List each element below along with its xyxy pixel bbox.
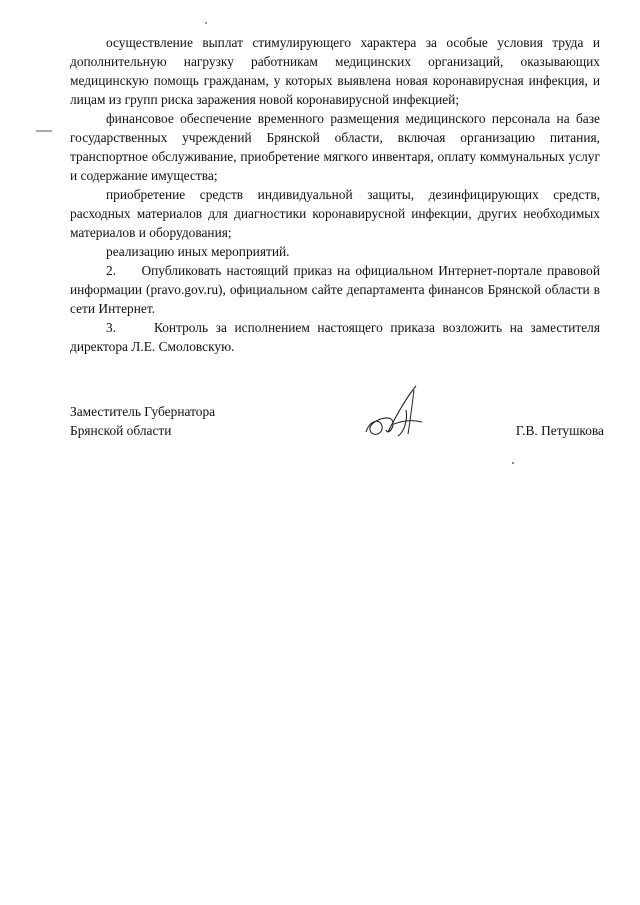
paragraph-staff-accommodation: финансовое обеспечение временного размещения медицинского персонала на базе государственных учреждений Брянской области, включая организацию питания, транспортное обслуживание, приобретение мягкого инвентаря, оплату коммунальных услуг и содержание имущества; [70, 111, 600, 183]
paragraph-item-3-control: 3. Контроль за исполнением настоящего приказа возложить на заместителя директора Л.Е. Смоловскую. [70, 320, 600, 354]
signature-block [70, 402, 604, 442]
paragraph-bonus-payments: осуществление выплат стимулирующего характера за особые условия труда и дополнительную нагрузку работникам медицинских организаций, оказывающих медицинскую помощь гражданам, у которых выявлена новая коронавирусная инфекция, и лицам из групп риска заражения новой коронавирусной инфекцией; [70, 35, 600, 107]
signatory-name: Г.В. Петушкова [515, 423, 604, 438]
document-body [70, 33, 600, 356]
handwritten-signature [358, 380, 438, 440]
signatory-title: Заместитель Губернатора [70, 404, 216, 419]
paragraph-other-measures: реализацию иных мероприятий. [106, 244, 290, 259]
paragraph-item-2-publish: 2. Опубликовать настоящий приказ на официальном Интернет-портале правовой информации (pravo.gov.ru), официальном сайте департамента финансов Брянской области в сети Интернет. [70, 263, 600, 316]
paragraph-protective-equipment: приобретение средств индивидуальной защиты, дезинфицирующих средств, расходных материалов для диагностики коронавирусной инфекции, других необходимых материалов и оборудования; [70, 187, 600, 240]
scan-speck [512, 462, 514, 464]
scan-speck [205, 22, 207, 24]
margin-mark [36, 119, 52, 121]
signatory-org: Брянской области [70, 423, 172, 438]
